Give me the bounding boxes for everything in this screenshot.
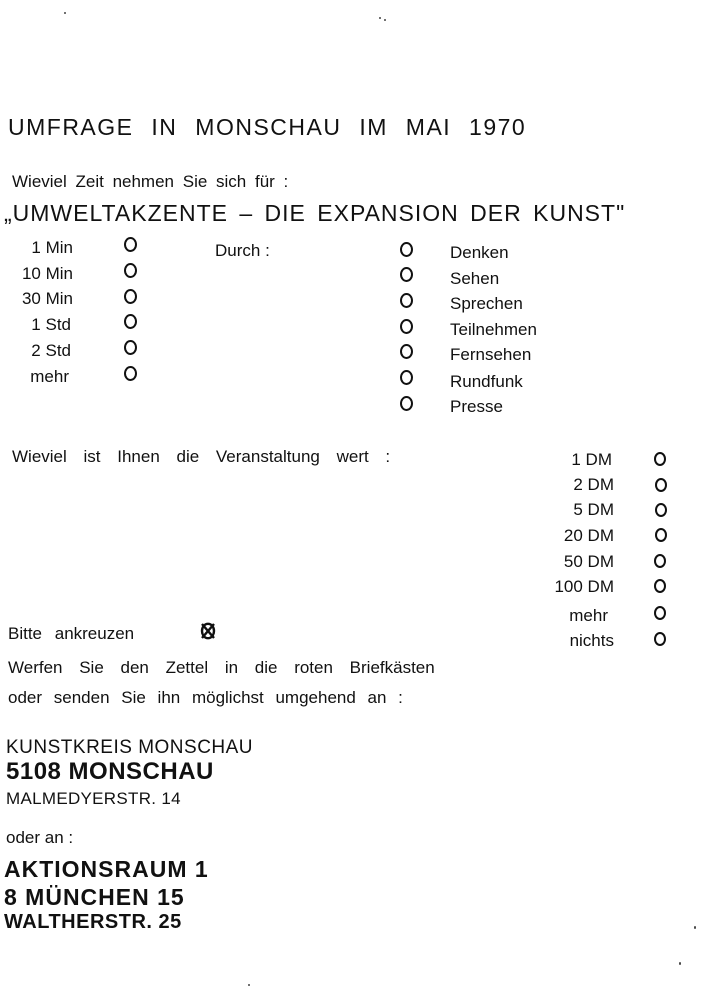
scan-speck [679, 962, 681, 965]
time-option-label: mehr [30, 367, 69, 386]
cross-hint: Bitte ankreuzen [8, 624, 135, 643]
circle-icon[interactable] [655, 478, 667, 492]
circle-icon[interactable] [400, 293, 413, 308]
address-line: AKTIONSRAUM 1 [4, 856, 209, 882]
durch-option-label: Rundfunk [450, 372, 523, 391]
value-question: Wieviel ist Ihnen die Veranstaltung wert : [12, 447, 391, 466]
value-option-label: 20 DM [563, 526, 614, 545]
circle-icon[interactable] [654, 632, 666, 646]
circle-icon[interactable] [124, 340, 137, 355]
event-title: „UMWELTAKZENTE – DIE EXPANSION DER KUNST" [4, 200, 626, 226]
durch-option-label: Sprechen [450, 294, 523, 313]
circle-icon[interactable] [400, 396, 413, 411]
scan-speck [694, 926, 696, 929]
scan-speck [379, 17, 381, 19]
time-question: Wieviel Zeit nehmen Sie sich für : [12, 172, 289, 191]
circle-icon[interactable] [124, 237, 137, 252]
scan-speck [384, 19, 386, 21]
circle-icon[interactable] [655, 503, 667, 517]
time-option-label: 2 Std [31, 341, 71, 360]
address-line: KUNSTKREIS MONSCHAU [6, 737, 254, 758]
or-label: oder an : [6, 828, 74, 847]
value-option-label: mehr [569, 606, 608, 625]
address-line: MALMEDYERSTR. 14 [6, 789, 181, 808]
durch-option-label: Fernsehen [450, 345, 532, 364]
circle-icon[interactable] [400, 267, 413, 282]
time-option-label: 30 Min [21, 289, 73, 308]
circle-icon[interactable] [400, 242, 413, 257]
value-option-label: nichts [569, 631, 614, 650]
scan-speck [248, 984, 250, 986]
circle-icon[interactable] [124, 314, 137, 329]
circle-icon[interactable] [654, 579, 666, 593]
circle-icon[interactable] [400, 319, 413, 334]
circle-icon[interactable] [654, 606, 666, 620]
instruction-line-2: oder senden Sie ihn möglichst umgehend an : [8, 688, 403, 707]
page-title: UMFRAGE IN MONSCHAU IM MAI 1970 [8, 114, 527, 140]
time-option-label: 1 Std [31, 315, 71, 334]
circle-icon[interactable] [124, 366, 137, 381]
crossed-circle-icon [200, 622, 216, 640]
circle-icon[interactable] [124, 263, 137, 278]
circle-icon[interactable] [400, 344, 413, 359]
durch-option-label: Teilnehmen [450, 320, 537, 339]
value-option-label: 5 DM [573, 500, 614, 519]
value-option-label: 2 DM [573, 475, 614, 494]
durch-option-label: Sehen [450, 269, 500, 288]
time-option-label: 1 Min [31, 238, 73, 257]
value-option-label: 100 DM [554, 577, 614, 596]
durch-option-label: Presse [450, 397, 503, 416]
circle-icon[interactable] [654, 452, 666, 466]
address-line: 8 MÜNCHEN 15 [4, 884, 185, 910]
value-option-label: 50 DM [563, 552, 614, 571]
address-line: 5108 MONSCHAU [6, 758, 214, 785]
circle-icon[interactable] [654, 554, 666, 568]
circle-icon[interactable] [124, 289, 137, 304]
address-line: WALTHERSTR. 25 [4, 911, 182, 933]
durch-option-label: Denken [450, 243, 509, 262]
value-option-label: 1 DM [571, 450, 612, 469]
circle-icon[interactable] [655, 528, 667, 542]
durch-label: Durch : [215, 241, 270, 260]
time-option-label: 10 Min [21, 264, 73, 283]
circle-icon[interactable] [400, 370, 413, 385]
instruction-line-1: Werfen Sie den Zettel in die roten Briefkästen [8, 658, 435, 677]
scan-speck [64, 12, 66, 14]
